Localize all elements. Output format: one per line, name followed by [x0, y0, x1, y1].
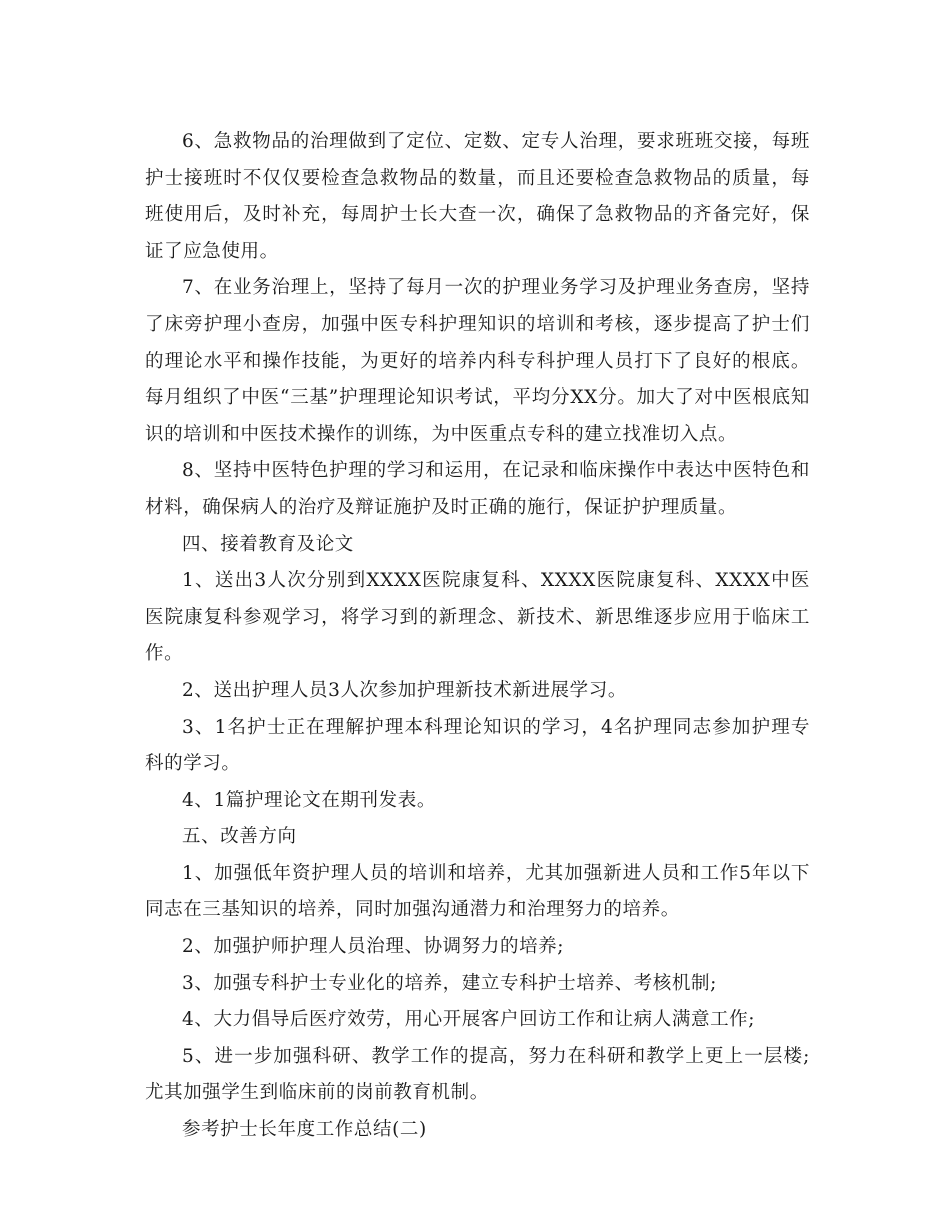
paragraph-improvement-5: 5、进一步加强科研、教学工作的提高，努力在科研和教学上更上一层楼;尤其加强学生到临床前的岗前教育机制。: [145, 1045, 810, 1104]
section-heading-improvement: 五、改善方向: [182, 826, 297, 848]
paragraph-education-2: 2、送出护理人员3人次参加护理新技术新进展学习。: [182, 679, 627, 701]
paragraph-item-7: 7、在业务治理上，坚持了每月一次的护理业务学习及护理业务查房，坚持了床旁护理小查房，加强中医专科护理知识的培训和考核，逐步提高了护士们的理论水平和操作技能，为更好的培养内科专科护理人员打下了良好的根底。每月组织了中医“三基”护理理论知识考试，平均分XX分。加大了对中医根底知识的培训和中医技术操作的训练，为中医重点专科的建立找准切入点。: [145, 277, 810, 445]
paragraph-education-4: 4、1篇护理论文在期刊发表。: [182, 789, 436, 811]
paragraph-improvement-3: 3、加强专科护士专业化的培养，建立专科护士培养、考核机制;: [182, 972, 717, 994]
paragraph-improvement-4: 4、大力倡导后医疗效劳，用心开展客户回访工作和让病人满意工作;: [182, 1009, 756, 1031]
section-heading-education: 四、接着教育及论文: [182, 533, 354, 555]
document-subtitle: 参考护士长年度工作总结(二): [182, 1119, 427, 1141]
paragraph-item-8: 8、坚持中医特色护理的学习和运用，在记录和临床操作中表达中医特色和材料，确保病人的治疗及辩证施护及时正确的施行，保证护护理质量。: [145, 460, 810, 518]
paragraph-improvement-1: 1、加强低年资护理人员的培训和培养，尤其加强新进人员和工作5年以下同志在三基知识的培养，同时加强沟通潜力和治理努力的培养。: [145, 862, 810, 921]
paragraph-improvement-2: 2、加强护师护理人员治理、协调努力的培养;: [182, 936, 565, 958]
document-body: [145, 124, 810, 1149]
paragraph-education-3: 3、1名护士正在理解护理本科理论知识的学习，4名护理同志参加护理专科的学习。: [145, 716, 810, 775]
paragraph-item-6: 6、急救物品的治理做到了定位、定数、定专人治理，要求班班交接，每班护士接班时不仅仅要检查急救物品的数量，而且还要检查急救物品的质量，每班使用后，及时补充，每周护士长大查一次，确保了急救物品的齐备完好，保证了应急使用。: [145, 131, 810, 262]
paragraph-education-1: 1、送出3人次分别到XXXX医院康复科、XXXX医院康复科、XXXX中医医院康复科参观学习，将学习到的新理念、新技术、新思维逐步应用于临床工作。: [145, 570, 810, 665]
